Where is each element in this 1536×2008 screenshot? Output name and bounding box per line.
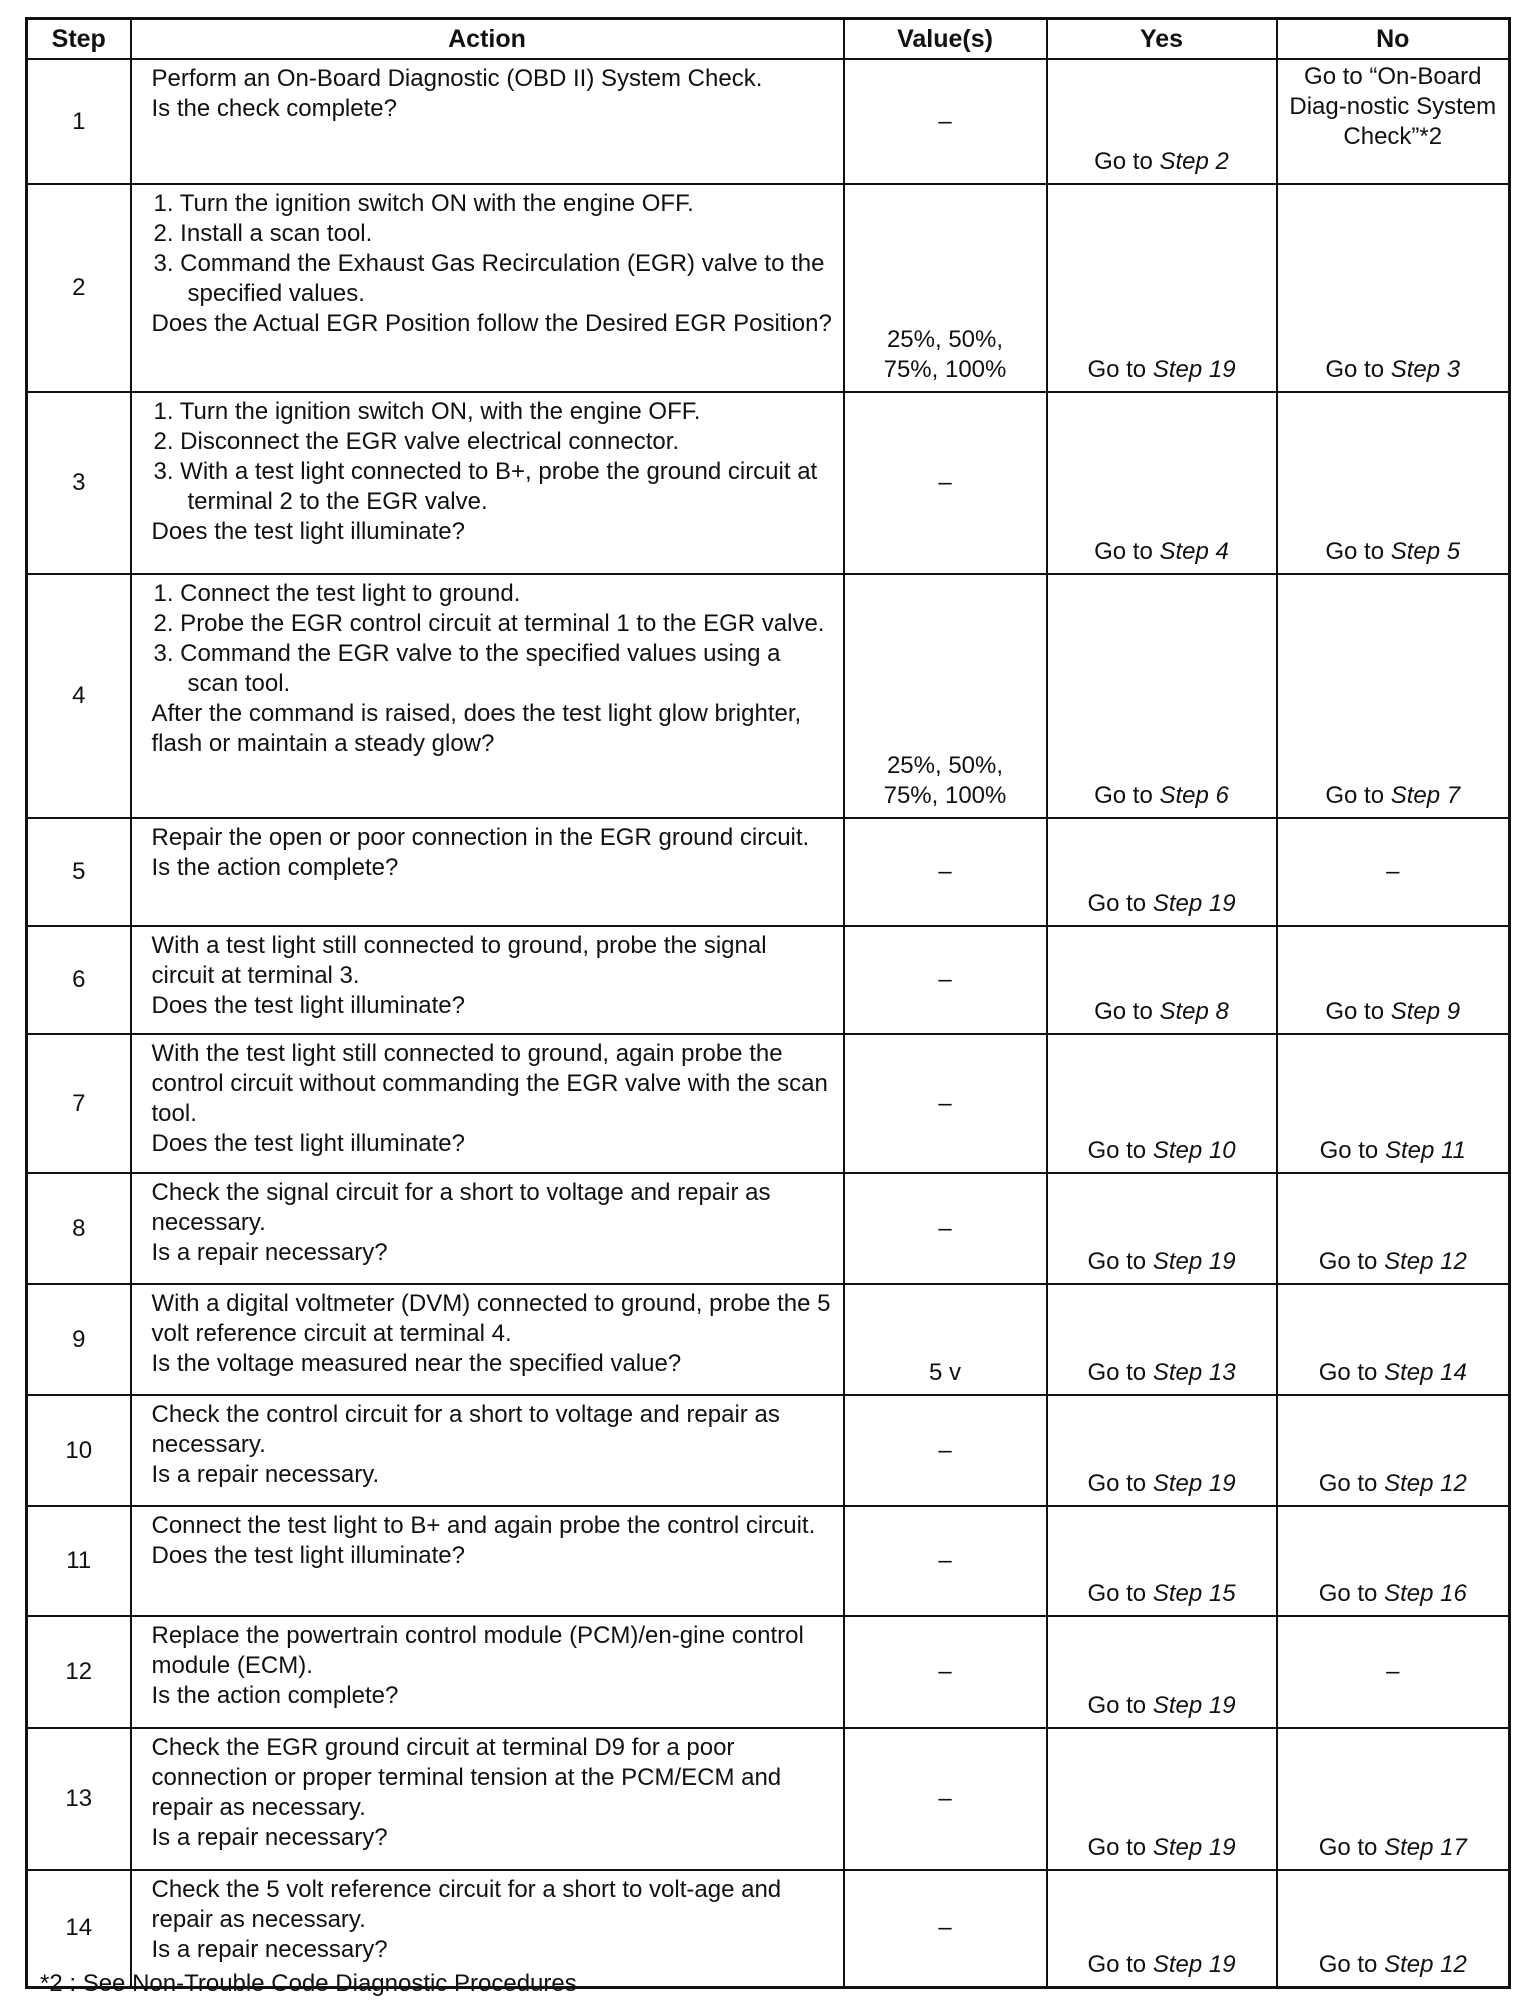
yes-step-link[interactable]: Step 19 (1152, 1950, 1236, 1978)
no-step-link[interactable]: Step 7 (1390, 782, 1461, 809)
yes-step-link[interactable]: Step 19 (1152, 1470, 1236, 1497)
yes-cell (1047, 392, 1277, 574)
goto-prefix: Go to (1318, 1470, 1385, 1497)
action-cell (131, 1728, 844, 1870)
action-text: With the test light still connected to ground, again probe the control circuit without commanding the EGR valve with the scan tool. (151, 1040, 828, 1127)
no-cell (1277, 1395, 1510, 1506)
header-action: Action (131, 19, 844, 60)
action-question: Is a repair necessary? (151, 1936, 388, 1963)
no-step-link[interactable]: Step 14 (1384, 1359, 1467, 1386)
action-question: Does the test light illuminate? (151, 1542, 465, 1569)
table-row (27, 59, 1510, 184)
goto-prefix: Go to (1094, 538, 1160, 565)
no-cell (1277, 1284, 1510, 1395)
value-cell: – (844, 1506, 1047, 1616)
value-cell: – (844, 392, 1047, 574)
goto-prefix: Go to (1325, 356, 1391, 383)
action-question: Is the voltage measured near the specified value? (151, 1350, 682, 1377)
yes-step-link[interactable]: Step 4 (1159, 538, 1229, 565)
no-cell: – (1277, 818, 1510, 926)
yes-cell (1047, 1616, 1277, 1728)
action-cell (131, 1506, 844, 1616)
step-number: 12 (27, 1616, 131, 1728)
yes-step-link[interactable]: Step 6 (1159, 782, 1229, 809)
no-step-link[interactable]: Step 11 (1384, 1137, 1466, 1164)
action-text: Connect the test light to B+ and again probe the control circuit. (151, 1512, 816, 1539)
action-cell (131, 59, 844, 184)
goto-prefix: Go to (1087, 1950, 1153, 1978)
table-row (27, 574, 1510, 818)
value-cell: – (844, 1034, 1047, 1173)
action-question: Is a repair necessary. (151, 1461, 380, 1488)
yes-cell (1047, 1870, 1277, 1987)
no-step-link[interactable]: Step 3 (1390, 356, 1461, 383)
no-cell (1277, 392, 1510, 574)
action-question: Does the test light illuminate? (151, 518, 465, 545)
action-cell (131, 184, 844, 392)
action-question: Is a repair necessary? (151, 1239, 388, 1266)
yes-cell (1047, 574, 1277, 818)
goto-prefix: Go to (1087, 1137, 1153, 1164)
table-row (27, 1395, 1510, 1506)
action-cell (131, 1284, 844, 1395)
yes-step-link[interactable]: Step 19 (1152, 890, 1236, 917)
value-cell: – (844, 1173, 1047, 1284)
no-cell (1277, 1728, 1510, 1870)
table-row (27, 1173, 1510, 1284)
goto-prefix: Go to (1318, 1359, 1385, 1386)
action-question: Is the action complete? (151, 1682, 399, 1709)
action-cell (131, 392, 844, 574)
step-number: 1 (27, 59, 131, 184)
step-number: 13 (27, 1728, 131, 1870)
action-cell (131, 1173, 844, 1284)
goto-prefix: Go to (1087, 1248, 1153, 1275)
yes-step-link[interactable]: Step 15 (1152, 1580, 1236, 1607)
yes-cell (1047, 184, 1277, 392)
no-cell (1277, 1173, 1510, 1284)
header-values: Value(s) (844, 19, 1047, 60)
no-step-link[interactable]: Step 16 (1384, 1580, 1467, 1607)
action-text: Replace the powertrain control module (PCM)/en-gine control module (ECM). (151, 1622, 804, 1679)
yes-cell (1047, 1506, 1277, 1616)
action-list-item: 1. Turn the ignition switch ON with the engine OFF. (153, 190, 694, 217)
value-cell: – (844, 59, 1047, 184)
action-question: Does the Actual EGR Position follow the Desired EGR Position? (151, 310, 832, 337)
goto-prefix: Go to (1087, 1470, 1153, 1497)
step-number: 8 (27, 1173, 131, 1284)
yes-cell (1047, 1284, 1277, 1395)
table-row (27, 1034, 1510, 1173)
action-text: Perform an On-Board Diagnostic (OBD II) System Check. (151, 65, 763, 92)
yes-step-link[interactable]: Step 2 (1159, 148, 1229, 175)
action-cell (131, 926, 844, 1034)
goto-prefix: Go to (1318, 1580, 1385, 1607)
goto-prefix: Go to (1087, 1692, 1153, 1719)
header-step: Step (27, 19, 131, 60)
yes-step-link[interactable]: Step 19 (1152, 1834, 1236, 1861)
yes-cell (1047, 59, 1277, 184)
value-cell: 5 v (844, 1284, 1047, 1395)
goto-prefix: Go to (1094, 782, 1160, 809)
no-step-link[interactable]: Step 17 (1384, 1834, 1467, 1861)
yes-step-link[interactable]: Step 10 (1152, 1137, 1236, 1164)
action-text: Check the EGR ground circuit at terminal D9 for a poor connection or proper terminal tension at the PCM/ECM and repair as necessary. (151, 1734, 782, 1821)
action-text: Check the 5 volt reference circuit for a short to volt-age and repair as necessary. (151, 1876, 782, 1933)
action-question: Is a repair necessary? (151, 1824, 388, 1851)
step-number: 11 (27, 1506, 131, 1616)
step-number: 6 (27, 926, 131, 1034)
goto-prefix: Go to (1087, 356, 1153, 383)
action-cell (131, 1616, 844, 1728)
no-cell (1277, 1870, 1510, 1987)
action-cell (131, 1034, 844, 1173)
no-cell: – (1277, 1616, 1510, 1728)
action-list-item: 3. Command the EGR valve to the specified values using a scan tool. (153, 640, 781, 697)
action-list-item: 3. With a test light connected to B+, probe the ground circuit at terminal 2 to the EGR valve. (153, 458, 818, 515)
yes-step-link[interactable]: Step 8 (1159, 998, 1229, 1025)
yes-cell (1047, 1728, 1277, 1870)
action-list-item: 2. Disconnect the EGR valve electrical connector. (153, 428, 680, 455)
goto-prefix: Go to (1325, 782, 1391, 809)
action-cell (131, 1395, 844, 1506)
table-row (27, 1284, 1510, 1395)
step-number: 10 (27, 1395, 131, 1506)
action-list-item: 2. Probe the EGR control circuit at terminal 1 to the EGR valve. (153, 610, 825, 637)
action-text: With a digital voltmeter (DVM) connected to ground, probe the 5 volt reference circuit at terminal 4. (151, 1290, 831, 1347)
action-list-item: 3. Command the Exhaust Gas Recirculation (EGR) valve to the specified values. (153, 250, 825, 307)
action-cell (131, 574, 844, 818)
step-number: 7 (27, 1034, 131, 1173)
no-cell (1277, 926, 1510, 1034)
value-cell: – (844, 926, 1047, 1034)
yes-cell (1047, 818, 1277, 926)
goto-prefix: Go to (1325, 538, 1391, 565)
yes-step-link[interactable]: Step 13 (1152, 1359, 1236, 1386)
no-cell (1277, 574, 1510, 818)
value-cell: – (844, 1728, 1047, 1870)
value-cell: 25%, 50%, 75%, 100% (844, 184, 1047, 392)
goto-prefix: Go to (1318, 1950, 1385, 1978)
table-body (27, 59, 1510, 1987)
table-row (27, 392, 1510, 574)
value-cell: 25%, 50%, 75%, 100% (844, 574, 1047, 818)
yes-cell (1047, 1395, 1277, 1506)
step-number: 9 (27, 1284, 131, 1395)
yes-cell (1047, 926, 1277, 1034)
step-number: 2 (27, 184, 131, 392)
yes-step-link[interactable]: Step 19 (1152, 1692, 1236, 1719)
no-cell (1277, 184, 1510, 392)
action-list-item: 1. Connect the test light to ground. (153, 580, 521, 607)
action-cell (131, 818, 844, 926)
value-cell: – (844, 818, 1047, 926)
goto-prefix: Go to (1087, 890, 1153, 917)
table-row (27, 1506, 1510, 1616)
action-question: Is the check complete? (151, 95, 397, 122)
yes-cell (1047, 1034, 1277, 1173)
no-cell[interactable]: Go to “On-Board Diag-nostic System Check”*2 (1277, 59, 1510, 184)
no-cell (1277, 1506, 1510, 1616)
action-question: After the command is raised, does the test light glow brighter, flash or maintain a steady glow? (151, 700, 802, 757)
no-cell (1277, 1034, 1510, 1173)
goto-prefix: Go to (1319, 1137, 1385, 1164)
value-cell: – (844, 1870, 1047, 1987)
no-step-link[interactable]: Step 5 (1390, 538, 1461, 565)
goto-prefix: Go to (1094, 148, 1160, 175)
step-number: 5 (27, 818, 131, 926)
action-text: Repair the open or poor connection in the EGR ground circuit. (151, 824, 810, 851)
step-number: 3 (27, 392, 131, 574)
step-number: 4 (27, 574, 131, 818)
action-question: Does the test light illuminate? (151, 1130, 465, 1157)
diagnostic-table (25, 17, 1511, 1989)
goto-prefix: Go to (1094, 998, 1160, 1025)
action-list-item: 1. Turn the ignition switch ON, with the engine OFF. (153, 398, 701, 425)
value-cell: – (844, 1616, 1047, 1728)
table-row (27, 1728, 1510, 1870)
goto-prefix: Go to (1318, 1248, 1385, 1275)
table-row (27, 818, 1510, 926)
yes-step-link[interactable]: Step 19 (1152, 1248, 1236, 1275)
yes-cell (1047, 1173, 1277, 1284)
action-text: Check the signal circuit for a short to voltage and repair as necessary. (151, 1179, 771, 1236)
value-cell: – (844, 1395, 1047, 1506)
yes-step-link[interactable]: Step 19 (1152, 356, 1236, 383)
action-list-item: 2. Install a scan tool. (153, 220, 373, 247)
no-step-link[interactable]: Step 12 (1384, 1248, 1467, 1275)
goto-prefix: Go to (1325, 998, 1391, 1025)
no-step-link[interactable]: Step 9 (1390, 998, 1461, 1025)
goto-prefix: Go to (1087, 1580, 1153, 1607)
goto-prefix: Go to (1087, 1359, 1153, 1386)
action-text: Check the control circuit for a short to voltage and repair as necessary. (151, 1401, 780, 1458)
header-yes: Yes (1047, 19, 1277, 60)
table-header-row (27, 19, 1510, 60)
no-step-link[interactable]: Step 12 (1384, 1470, 1467, 1497)
no-step-link[interactable]: Step 12 (1384, 1950, 1467, 1978)
action-text: With a test light still connected to ground, probe the signal circuit at terminal 3. (151, 932, 767, 989)
goto-prefix: Go to (1087, 1834, 1153, 1861)
table-row (27, 184, 1510, 392)
action-question: Does the test light illuminate? (151, 992, 465, 1019)
step-number: 14 (27, 1870, 131, 1987)
table-row (27, 926, 1510, 1034)
table-row (27, 1616, 1510, 1728)
goto-prefix: Go to (1318, 1834, 1385, 1861)
footnote: *2 : See Non-Trouble Code Diagnostic Procedures (40, 1970, 577, 1997)
action-question: Is the action complete? (151, 854, 399, 881)
header-no: No (1277, 19, 1510, 60)
